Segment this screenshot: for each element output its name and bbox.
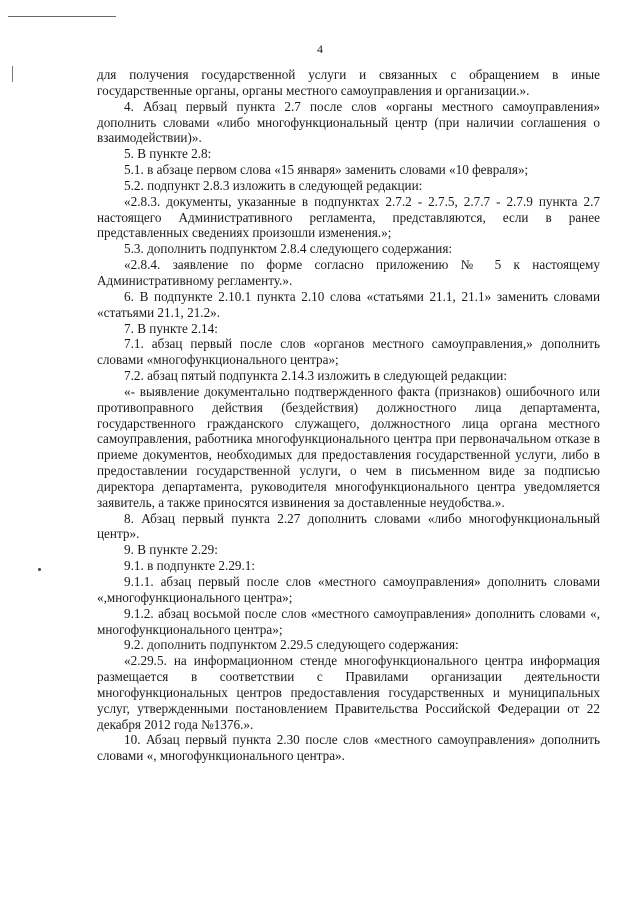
paragraph: 7.2. абзац пятый подпункта 2.14.3 изложить в следующей редакции: — [124, 368, 508, 384]
paragraph: 5.1. в абзаце первом слова «15 января» заменить словами «10 февраля»; — [124, 162, 529, 178]
paragraph: 10. Абзац первый пункта 2.30 после слов «местного самоуправления» дополнить словами «, многофункционального центра». — [97, 732, 600, 764]
paragraph: 8. Абзац первый пункта 2.27 дополнить словами «либо многофункциональный центр». — [97, 510, 600, 542]
paragraph: для получения государственной услуги и связанных с обращением в иные государственные органы, органы местного самоуправления и организации.». — [97, 67, 600, 98]
paragraph: 9.1. в подпункте 2.29.1: — [124, 558, 256, 574]
paragraph: 5.2. подпункт 2.8.3 изложить в следующей редакции: — [124, 177, 423, 193]
paragraph: 9.1.1. абзац первый после слов «местного самоуправления» дополнить словами «,многофункционального центра»; — [97, 574, 600, 605]
paragraph: 6. В подпункте 2.10.1 пункта 2.10 слова «статьями 21.1, 21.1» заменить словами «статьями 21.1, 21.2». — [97, 288, 600, 320]
paragraph: 9. В пункте 2.29: — [124, 542, 218, 558]
paragraph: «2.29.5. на информационном стенде многофункционального центра информация размещается в соответствии с Правилами организации деятельности многофункциональных центров предоставления государственных и муниципальных услуг, утвержденными постановлением Правительства Российской Федерации от 22 декабря 2012 года №1376.». — [97, 653, 600, 732]
paragraph: 7.1. абзац первый после слов «органов местного самоуправления,» дополнить словами «многофункционального центра»; — [97, 336, 600, 368]
paragraph: «2.8.3. документы, указанные в подпунктах 2.7.2 - 2.7.5, 2.7.7 - 2.7.9 пункта 2.7 настоящего Административного регламента, представляются, если в ранее представленных сведениях произошли изменения.»; — [97, 193, 600, 241]
paragraph: «- выявление документально подтвержденного факта (признаков) ошибочного или противоправного действия (бездействия) должностного лица департамента, государственного гражданского служащего, должностного лица органа местного самоуправления, работника многофункционального центра при первоначальном отказе в приеме документов, необходимых для предоставления государственной услуги, либо в предоставлении государственной услуги, о чем в письменном виде за подписью директора департамента, руководителя многофункционального центра уведомляется заявитель, а также приносятся извинения за доставленные неудобства.». — [97, 383, 600, 510]
page-number: 4 — [317, 42, 323, 56]
document-body — [97, 67, 600, 764]
paragraph: «2.8.4. заявление по форме согласно приложению № 5 к настоящему Административному регламенту.». — [97, 257, 600, 288]
header-rule — [8, 16, 116, 17]
paragraph: 9.2. дополнить подпунктом 2.29.5 следующего содержания: — [124, 637, 459, 653]
margin-mark — [12, 66, 13, 82]
paragraph: 5.3. дополнить подпунктом 2.8.4 следующего содержания: — [124, 241, 453, 257]
paragraph: 4. Абзац первый пункта 2.7 после слов «органы местного самоуправления» дополнить словами «либо многофункциональный центр (при наличии соглашения о взаимодействии)». — [97, 98, 600, 146]
paragraph: 5. В пункте 2.8: — [124, 146, 212, 162]
scan-speck — [38, 568, 41, 571]
paragraph: 7. В пункте 2.14: — [124, 320, 218, 336]
paragraph: 9.1.2. абзац восьмой после слов «местного самоуправления» дополнить словами «, многофункционального центра»; — [97, 605, 600, 637]
